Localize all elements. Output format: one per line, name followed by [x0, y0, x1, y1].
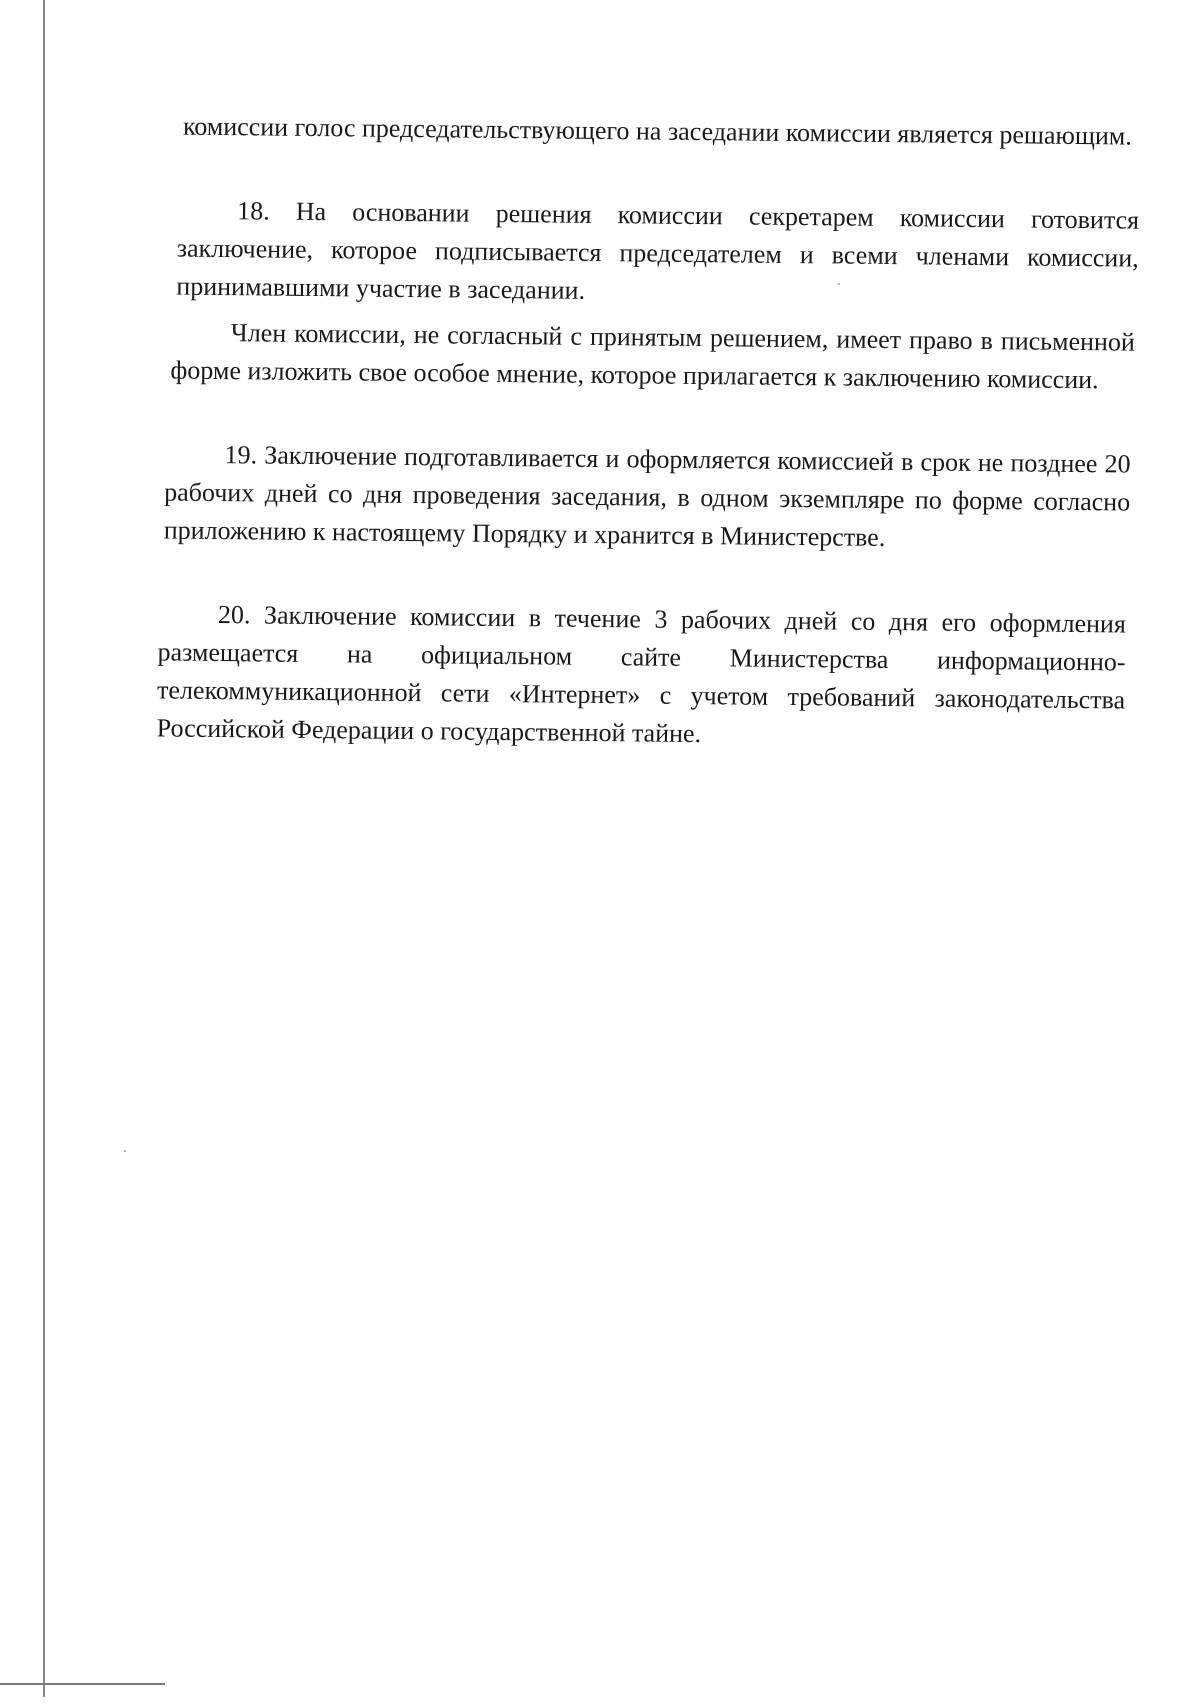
paragraph-18: 18. На основании решения комиссии секретарем комиссии готовится заключение, которое подписывается председателем и всеми членами комиссии, принимавшими участие в заседании. [176, 196, 1140, 305]
paragraph-20: 20. Заключение комиссии в течение 3 рабочих дней со дня его оформления размещается на официальном сайте Министерства информационно-телекоммуникационной сети «Интернет» с учетом требований законодательства Российской Федерации о государственной тайне. [156, 600, 1127, 749]
paragraph-17-continuation: комиссии голос председательствующего на заседании комиссии является решающим. [182, 111, 1132, 151]
paragraph-18-dissent: Член комиссии, не согласный с принятым решением, имеет право в письменной форме изложить свое особое мнение, которое прилагается к заключению комиссии. [170, 318, 1135, 395]
paragraph-19: 19. Заключение подготавливается и оформляется комиссией в срок не позднее 20 рабочих дней со дня проведения заседания, в одном экземпляре по форме согласно приложению к настоящему Порядку и хранится в Министерстве. [163, 440, 1131, 552]
